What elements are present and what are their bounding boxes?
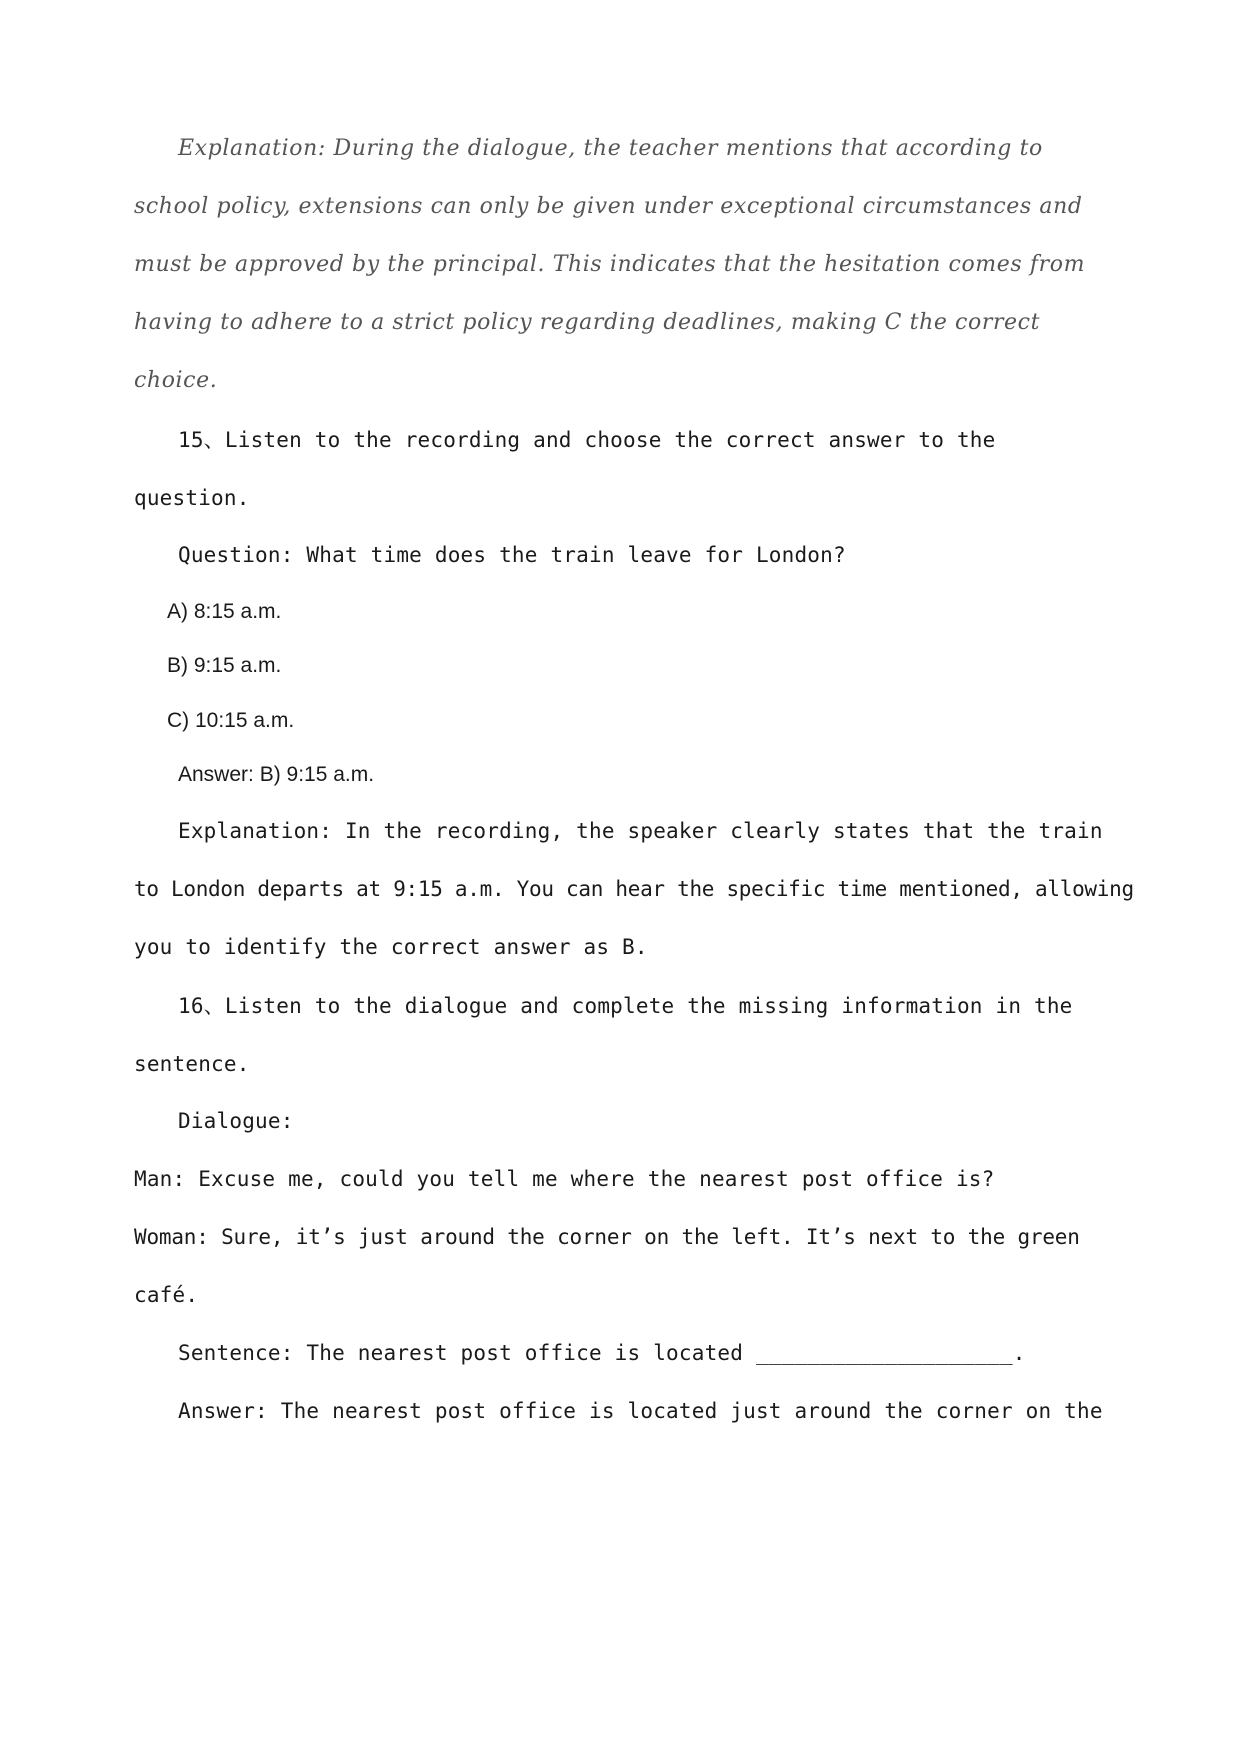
q16-prompt-line-2: sentence. [134, 1052, 250, 1076]
explanation-14-line-2: school policy, extensions can only be given under exceptional circumstances and [134, 194, 1083, 219]
explanation-14-line-3: must be approved by the principal. This indicates that the hesitation comes from [134, 252, 1086, 277]
q16-man-line: Man: Excuse me, could you tell me where the nearest post office is? [134, 1167, 995, 1191]
explanation-14-line-1: Explanation: During the dialogue, the teacher mentions that according to [178, 136, 1043, 161]
q15-question: Question: What time does the train leave for London? [178, 543, 846, 567]
q15-explanation-line-1: Explanation: In the recording, the speaker clearly states that the train [178, 819, 1103, 843]
q16-dialogue-label: Dialogue: [178, 1109, 294, 1133]
q16-answer-line: Answer: The nearest post office is located just around the corner on the [178, 1399, 1103, 1423]
q16-woman-line-1: Woman: Sure, it’s just around the corner on the left. It’s next to the green [134, 1225, 1080, 1249]
q15-prompt-line-2: question. [134, 486, 250, 510]
q15-answer: Answer: B) 9:15 a.m. [178, 763, 375, 786]
q15-explanation-line-2: to London departs at 9:15 a.m. You can hear the specific time mentioned, allowing [134, 877, 1134, 901]
q16-prompt-line-1: 16、Listen to the dialogue and complete the missing information in the [178, 994, 1073, 1018]
q15-option-b: B) 9:15 a.m. [167, 654, 282, 677]
explanation-14-line-4: having to adhere to a strict policy regarding deadlines, making C the correct [134, 310, 1041, 335]
q15-option-c: C) 10:15 a.m. [167, 709, 295, 732]
q16-woman-line-2: café. [134, 1283, 199, 1307]
q15-explanation-line-3: you to identify the correct answer as B. [134, 935, 648, 959]
q15-prompt-line-1: 15、Listen to the recording and choose the correct answer to the [178, 428, 996, 452]
explanation-14-line-5: choice. [134, 368, 218, 393]
q16-sentence: Sentence: The nearest post office is located ____________________. [178, 1341, 1026, 1365]
q15-option-a: A) 8:15 a.m. [167, 600, 282, 623]
